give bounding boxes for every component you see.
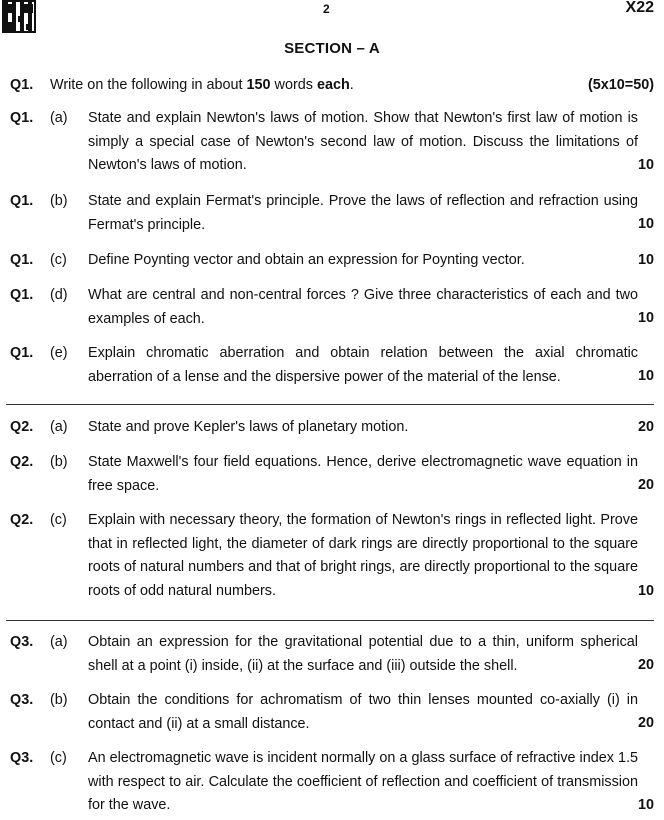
question-marks: 20 — [637, 419, 654, 435]
question-marks: 10 — [637, 368, 654, 384]
question-number: Q1. — [10, 252, 34, 268]
question-marks: 10 — [637, 216, 654, 232]
question-number: Q1. — [10, 193, 34, 209]
question-number: Q2. — [10, 419, 34, 435]
question-part: (a) — [50, 634, 68, 650]
question-text: Explain chromatic aberration and obtain relation between the axial chromatic aberration of a lense and the dispersive power of the material of the lense. — [88, 345, 638, 385]
question-part: (b) — [50, 692, 68, 708]
question-part: (d) — [50, 287, 68, 303]
qr-code-icon — [2, 0, 36, 33]
paper-code: X22 — [625, 0, 654, 16]
question-text: State Maxwell's four field equations. Hence, derive electromagnetic wave equation in free space. — [88, 454, 638, 494]
question-text: State and explain Fermat's principle. Prove the laws of reflection and refraction using Fermat's principle. — [88, 193, 638, 233]
question-part: (a) — [50, 110, 68, 126]
question-part: (c) — [50, 252, 67, 268]
question-number: Q1. — [10, 110, 34, 126]
question-part: (e) — [50, 345, 68, 361]
question-number: Q1. — [10, 77, 34, 93]
question-number: Q1. — [10, 287, 34, 303]
question-text: What are central and non-central forces ? Give three characteristics of each and two examples of each. — [88, 287, 638, 327]
question-number: Q1. — [10, 345, 34, 361]
question-number: Q2. — [10, 512, 34, 528]
question-marks: 10 — [637, 252, 654, 268]
question-text: State and prove Kepler's laws of planetary motion. — [88, 419, 409, 435]
section-title: SECTION – A — [284, 40, 380, 57]
question-marks: 10 — [637, 157, 654, 173]
question-marks: 10 — [637, 310, 654, 326]
question-part: (a) — [50, 419, 68, 435]
question-number: Q2. — [10, 454, 34, 470]
question-text: Obtain an expression for the gravitational potential due to a thin, uniform spherical shell at a point (i) inside, (ii) at the surface and (iii) outside the shell. — [88, 634, 638, 674]
section-divider — [6, 620, 654, 621]
question-part: (c) — [50, 750, 67, 766]
question-text: Define Poynting vector and obtain an expression for Poynting vector. — [88, 252, 525, 268]
question-number: Q3. — [10, 692, 34, 708]
intro-marks: (5x10=50) — [587, 77, 654, 93]
page-number: 2 — [323, 2, 330, 16]
question-text: Obtain the conditions for achromatism of two thin lenses mounted co-axially (i) in contact and (ii) at a small distance. — [88, 692, 638, 732]
question-part: (c) — [50, 512, 67, 528]
question-marks: 10 — [637, 583, 654, 599]
question-part: (b) — [50, 193, 68, 209]
question-number: Q3. — [10, 750, 34, 766]
question-part: (b) — [50, 454, 68, 470]
section-divider — [6, 404, 654, 405]
question-marks: 20 — [637, 715, 654, 731]
question-text: An electromagnetic wave is incident normally on a glass surface of refractive index 1.5 with respect to air. Calculate the coefficient of reflection and coefficient of transmission for the wave. — [88, 750, 638, 813]
question-number: Q3. — [10, 634, 34, 650]
question-marks: 10 — [637, 797, 654, 813]
question-marks: 20 — [637, 657, 654, 673]
question-marks: 20 — [637, 477, 654, 493]
question-text: Explain with necessary theory, the formation of Newton's rings in reflected light. Prove that in reflected light, the diameter of dark rings are directly proportional to the square roots of natural numbers and that of bright rings, are directly proportional to the square roots of odd natural numbers. — [88, 512, 638, 599]
question-text: State and explain Newton's laws of motion. Show that Newton's first law of motion is simply a special case of Newton's second law of motion. Discuss the limitations of Newton's laws of motion. — [88, 110, 638, 173]
intro-text: Write on the following in about 150 words each. — [50, 77, 354, 93]
